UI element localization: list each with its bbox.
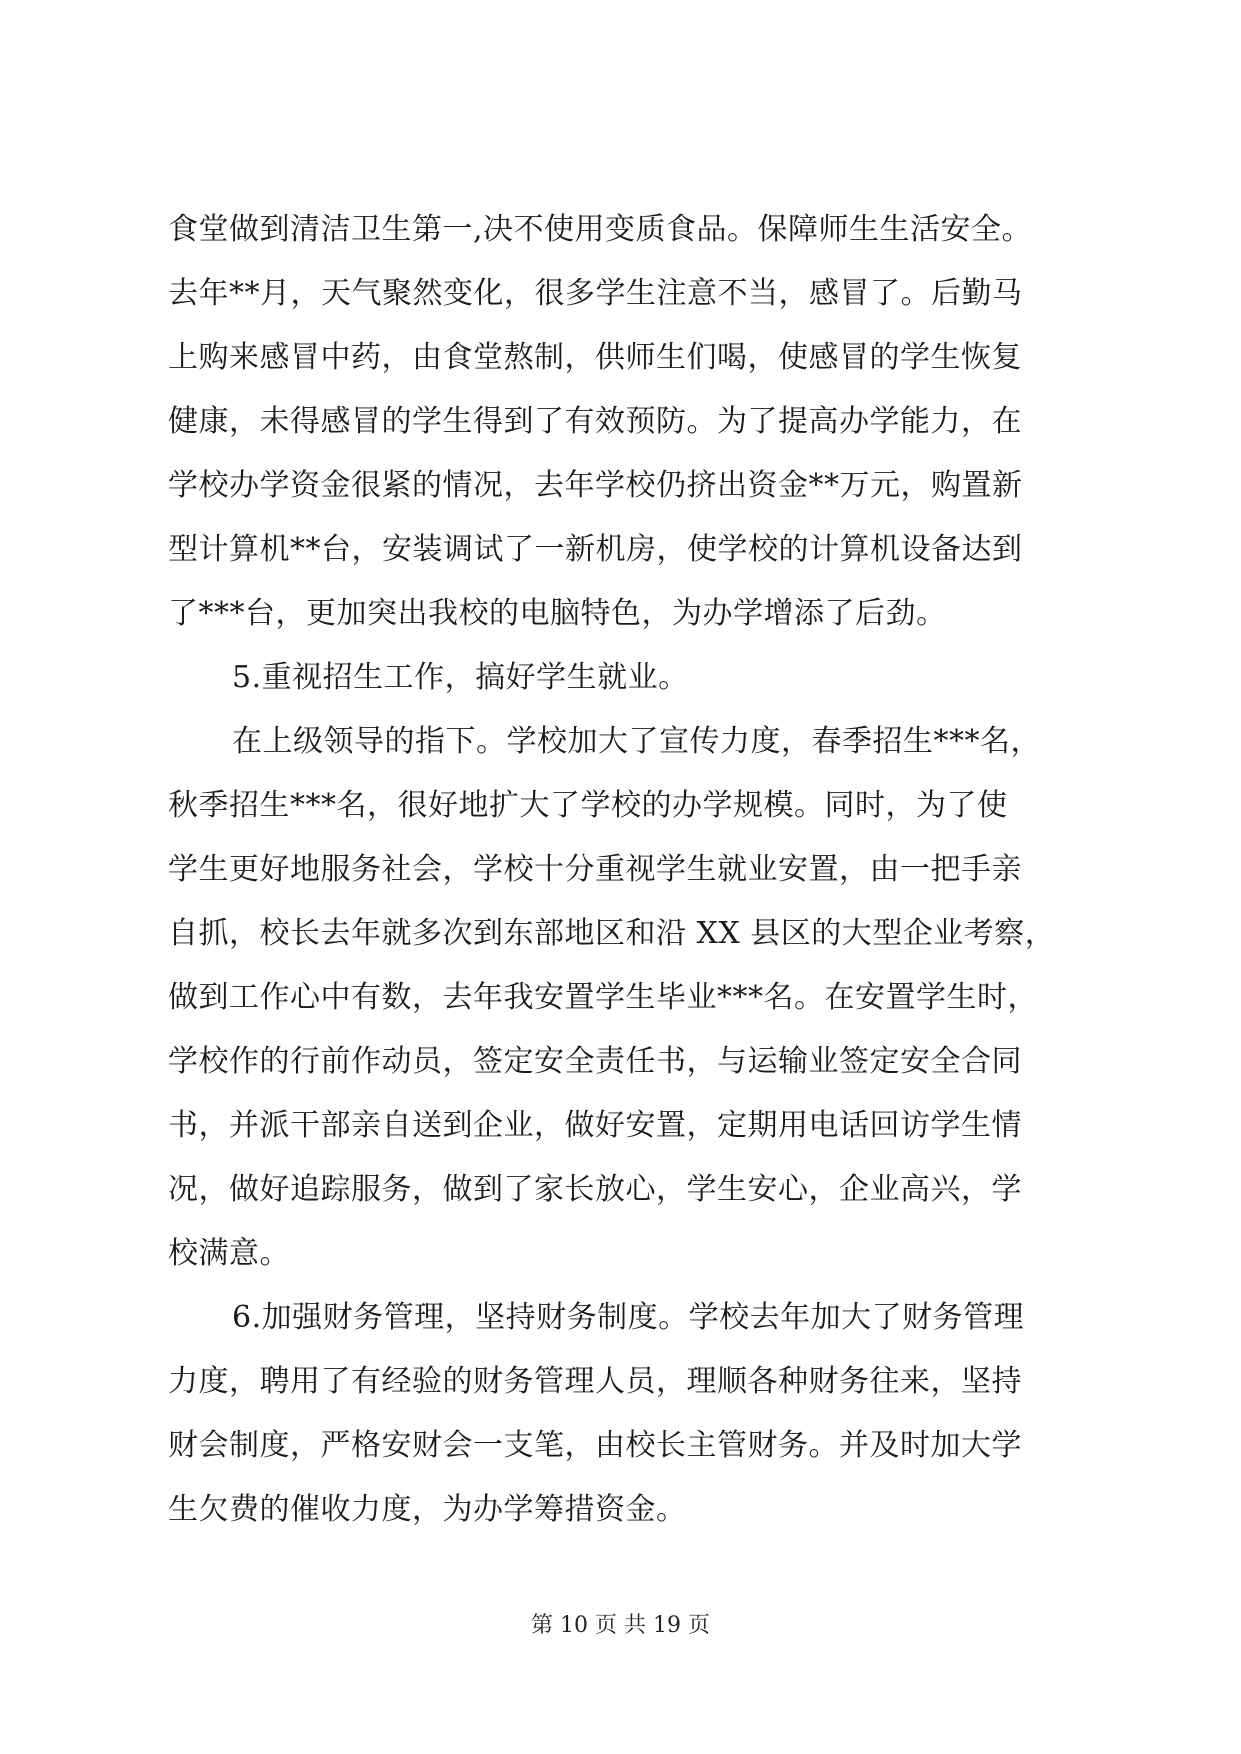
body-line: 自抓，校长去年就多次到东部地区和沿 XX 县区的大型企业考察， [168,916,1056,951]
body-line: 健康，未得感冒的学生得到了有效预防。为了提高办学能力，在 [168,404,1022,439]
section-heading: 6.加强财务管理，坚持财务制度。学校去年加大了财务管理 [232,1300,1025,1335]
body-line: 财会制度，严格安财会一支笔，由校长主管财务。并及时加大学 [168,1428,1022,1463]
body-line: 生欠费的催收力度，为办学筹措资金。 [168,1492,687,1527]
body-line: 学校办学资金很紧的情况，去年学校仍挤出资金**万元，购置新 [168,468,1023,503]
body-line: 秋季招生***名，很好地扩大了学校的办学规模。同时，为了使 [168,788,1008,823]
page-number-footer: 第 10 页 共 19 页 [531,1613,710,1638]
body-line: 食堂做到清洁卫生第一,决不使用变质食品。保障师生生活安全。 [168,212,1033,247]
body-line: 况，做好追踪服务，做到了家长放心，学生安心，企业高兴，学 [168,1172,1022,1207]
body-line: 做到工作心中有数，去年我安置学生毕业***名。在安置学生时， [168,980,1038,1015]
body-line: 学生更好地服务社会，学校十分重视学生就业安置，由一把手亲 [168,852,1022,887]
body-line: 型计算机**台，安装调试了一新机房，使学校的计算机设备达到 [168,532,1023,567]
body-line: 去年**月，天气聚然变化，很多学生注意不当，感冒了。后勤马 [168,276,1023,311]
body-line: 力度，聘用了有经验的财务管理人员，理顺各种财务往来，坚持 [168,1364,1022,1399]
body-line: 上购来感冒中药，由食堂熬制，供师生们喝，使感冒的学生恢复 [168,340,1022,375]
paragraph-start-line: 在上级领导的指下。学校加大了宣传力度，春季招生***名， [232,724,1041,759]
body-line: 书，并派干部亲自送到企业，做好安置，定期用电话回访学生情 [168,1108,1022,1143]
body-line: 学校作的行前作动员，签定安全责任书，与运输业签定安全合同 [168,1044,1022,1079]
body-line: 校满意。 [168,1236,290,1271]
body-line: 了***台，更加突出我校的电脑特色，为办学增添了后劲。 [168,596,947,631]
section-heading: 5.重视招生工作，搞好学生就业。 [232,660,689,695]
